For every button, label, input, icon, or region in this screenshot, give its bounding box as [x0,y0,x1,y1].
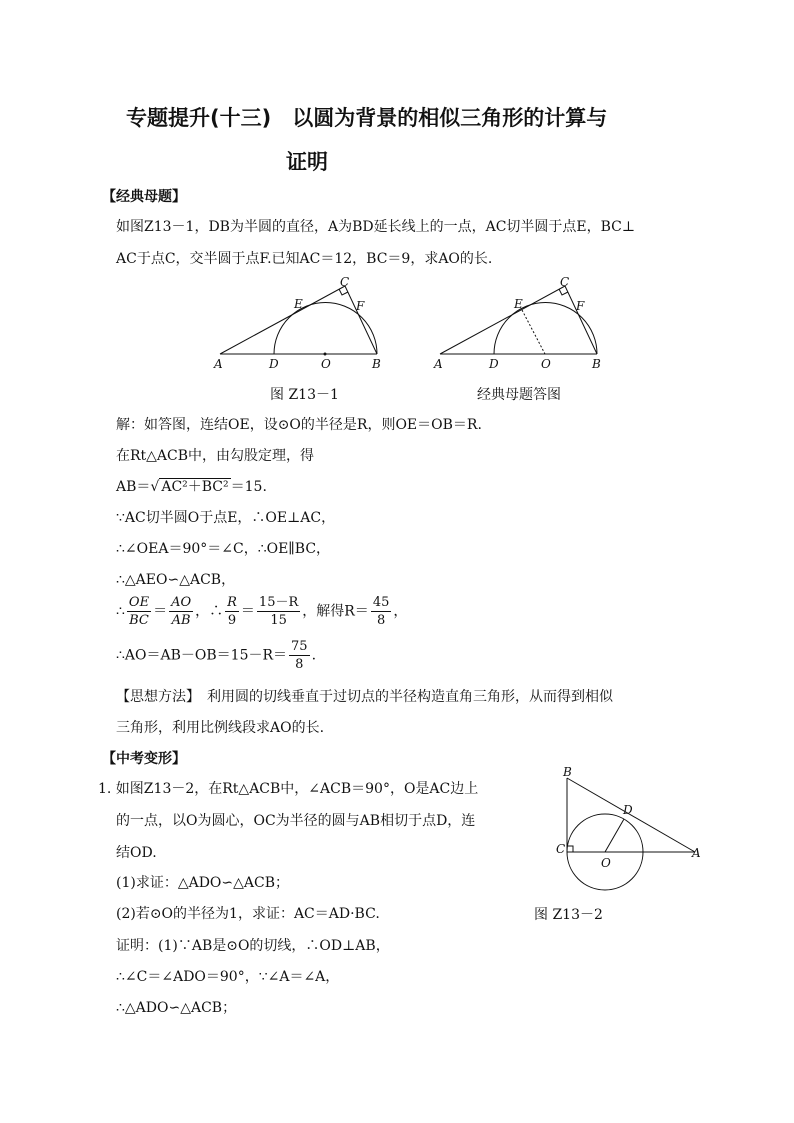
segment-bc [565,286,597,354]
label-c: C [560,276,570,289]
label-b: B [563,766,572,779]
method-line-1: 【思想方法】 利用圆的切线垂直于过切点的半径构造直角三角形，从而得到相似 [116,689,613,705]
label-f: F [576,299,585,313]
sqrt-content: AC²＋BC² [161,479,229,495]
title-line-2: 证明 [286,150,328,174]
title-line-1: 专题提升(十三) 以圆为背景的相似三角形的计算与 [126,106,608,130]
figure-z13-2-caption: 图 Z13－2 [534,907,603,923]
dashed-oe [522,310,545,354]
solution-line-4: ∵AC切半圆O于点E，∴OE⊥AC， [116,510,336,526]
label-o: O [541,357,551,371]
segment-bc [345,286,377,354]
label-d: D [269,357,279,371]
question-1-line-2: 的一点，以O为圆心，OC为半径的圆与AB相切于点D，连 [116,813,476,829]
solution-line-3: AB＝√ AC²＋BC² ＝15. [116,479,267,495]
ab-eq: AB＝ [116,479,151,495]
question-1-part-2: (2)若⊙O的半径为1，求证：AC＝AD·BC. [116,906,380,922]
fraction-75-8: $\frac{75}{8}$ [291,639,308,672]
label-e: E [294,297,303,311]
section-classic-problem: 【经典母题】 [102,189,186,205]
problem-text-1: 如图Z13－1，DB为半圆的直径，A为BD延长线上的一点，AC切半圆于点E，BC⊥ [116,219,636,235]
label-o: O [321,357,331,371]
label-b: B [592,357,601,371]
fraction-45-8: $\frac{45}{8}$ [372,595,390,628]
label-a: A [434,357,443,371]
label-d: D [623,803,633,817]
fraction-r-9: $\frac{R}{9}$ [227,595,237,628]
solution-line-5: ∴∠OEA＝90°＝∠C，∴OE∥BC， [116,541,331,557]
label-c: C [556,842,566,856]
solution-line-8: ∴AO＝AB－OB＝15－R＝ $\frac{75}{8}$ . [116,639,317,672]
fraction-15minusr-15: $\frac{15-R}{15}$ [258,595,299,628]
ab-value: ＝15. [230,479,267,495]
question-1-line-3: 结OD. [116,845,157,861]
figure-answer-caption: 经典母题答图 [477,387,561,403]
fraction-ao-ab: $\frac{AO}{AB}$ [171,595,192,628]
method-line-2: 三角形，利用比例线段求AO的长. [116,720,325,736]
segment-ac [440,286,565,354]
right-angle-mark [567,846,573,852]
label-b: B [372,357,381,371]
label-a: A [692,846,701,860]
problem-text-2: AC于点C，交半圆于点F.已知AC＝12，BC＝9，求AO的长. [116,251,493,267]
label-f: F [356,299,365,313]
solution-line-6: ∴△AEO∽△ACB， [116,572,236,588]
segment-od [605,819,624,852]
solution-line-7: ∴ $\frac{OE}{BC}$ ＝ $\frac{AO}{AB}$ ，∴ $\frac{R}{9}$ ＝ $\frac{15-R}{15}$ ，解得R＝ $\frac{45}{8}$ ， [116,595,408,628]
label-c: C [340,276,350,289]
figure-z13-1-caption: 图 Z13－1 [270,387,339,403]
question-1-part-1: (1)求证：△ADO∽△ACB； [116,875,290,891]
section-exam-variant: 【中考变形】 [102,751,186,767]
proof-line-3: ∴△ADO∽△ACB； [116,1000,237,1016]
proof-line-2: ∴∠C＝∠ADO＝90°，∵∠A＝∠A， [116,969,340,985]
label-d: D [489,357,499,371]
label-a: A [214,357,223,371]
fraction-oe-bc: $\frac{OE}{BC}$ [128,595,150,628]
solution-line-1: 解：如答图，连结OE，设⊙O的半径是R，则OE＝OB＝R. [116,417,482,433]
figure-z13-1 [210,276,390,372]
proof-line-1: 证明：(1)∵AB是⊙O的切线，∴OD⊥AB， [116,938,390,954]
figure-answer [430,276,610,372]
center-point [324,353,327,356]
label-o: O [601,856,611,870]
segment-ac [220,286,345,354]
question-1-line-1: 1. 如图Z13－2，在Rt△ACB中，∠ACB＝90°，O是AC边上 [98,781,479,797]
solution-line-2: 在Rt△ACB中，由勾股定理，得 [116,448,315,464]
figure-z13-2 [555,766,705,898]
label-e: E [514,297,523,311]
